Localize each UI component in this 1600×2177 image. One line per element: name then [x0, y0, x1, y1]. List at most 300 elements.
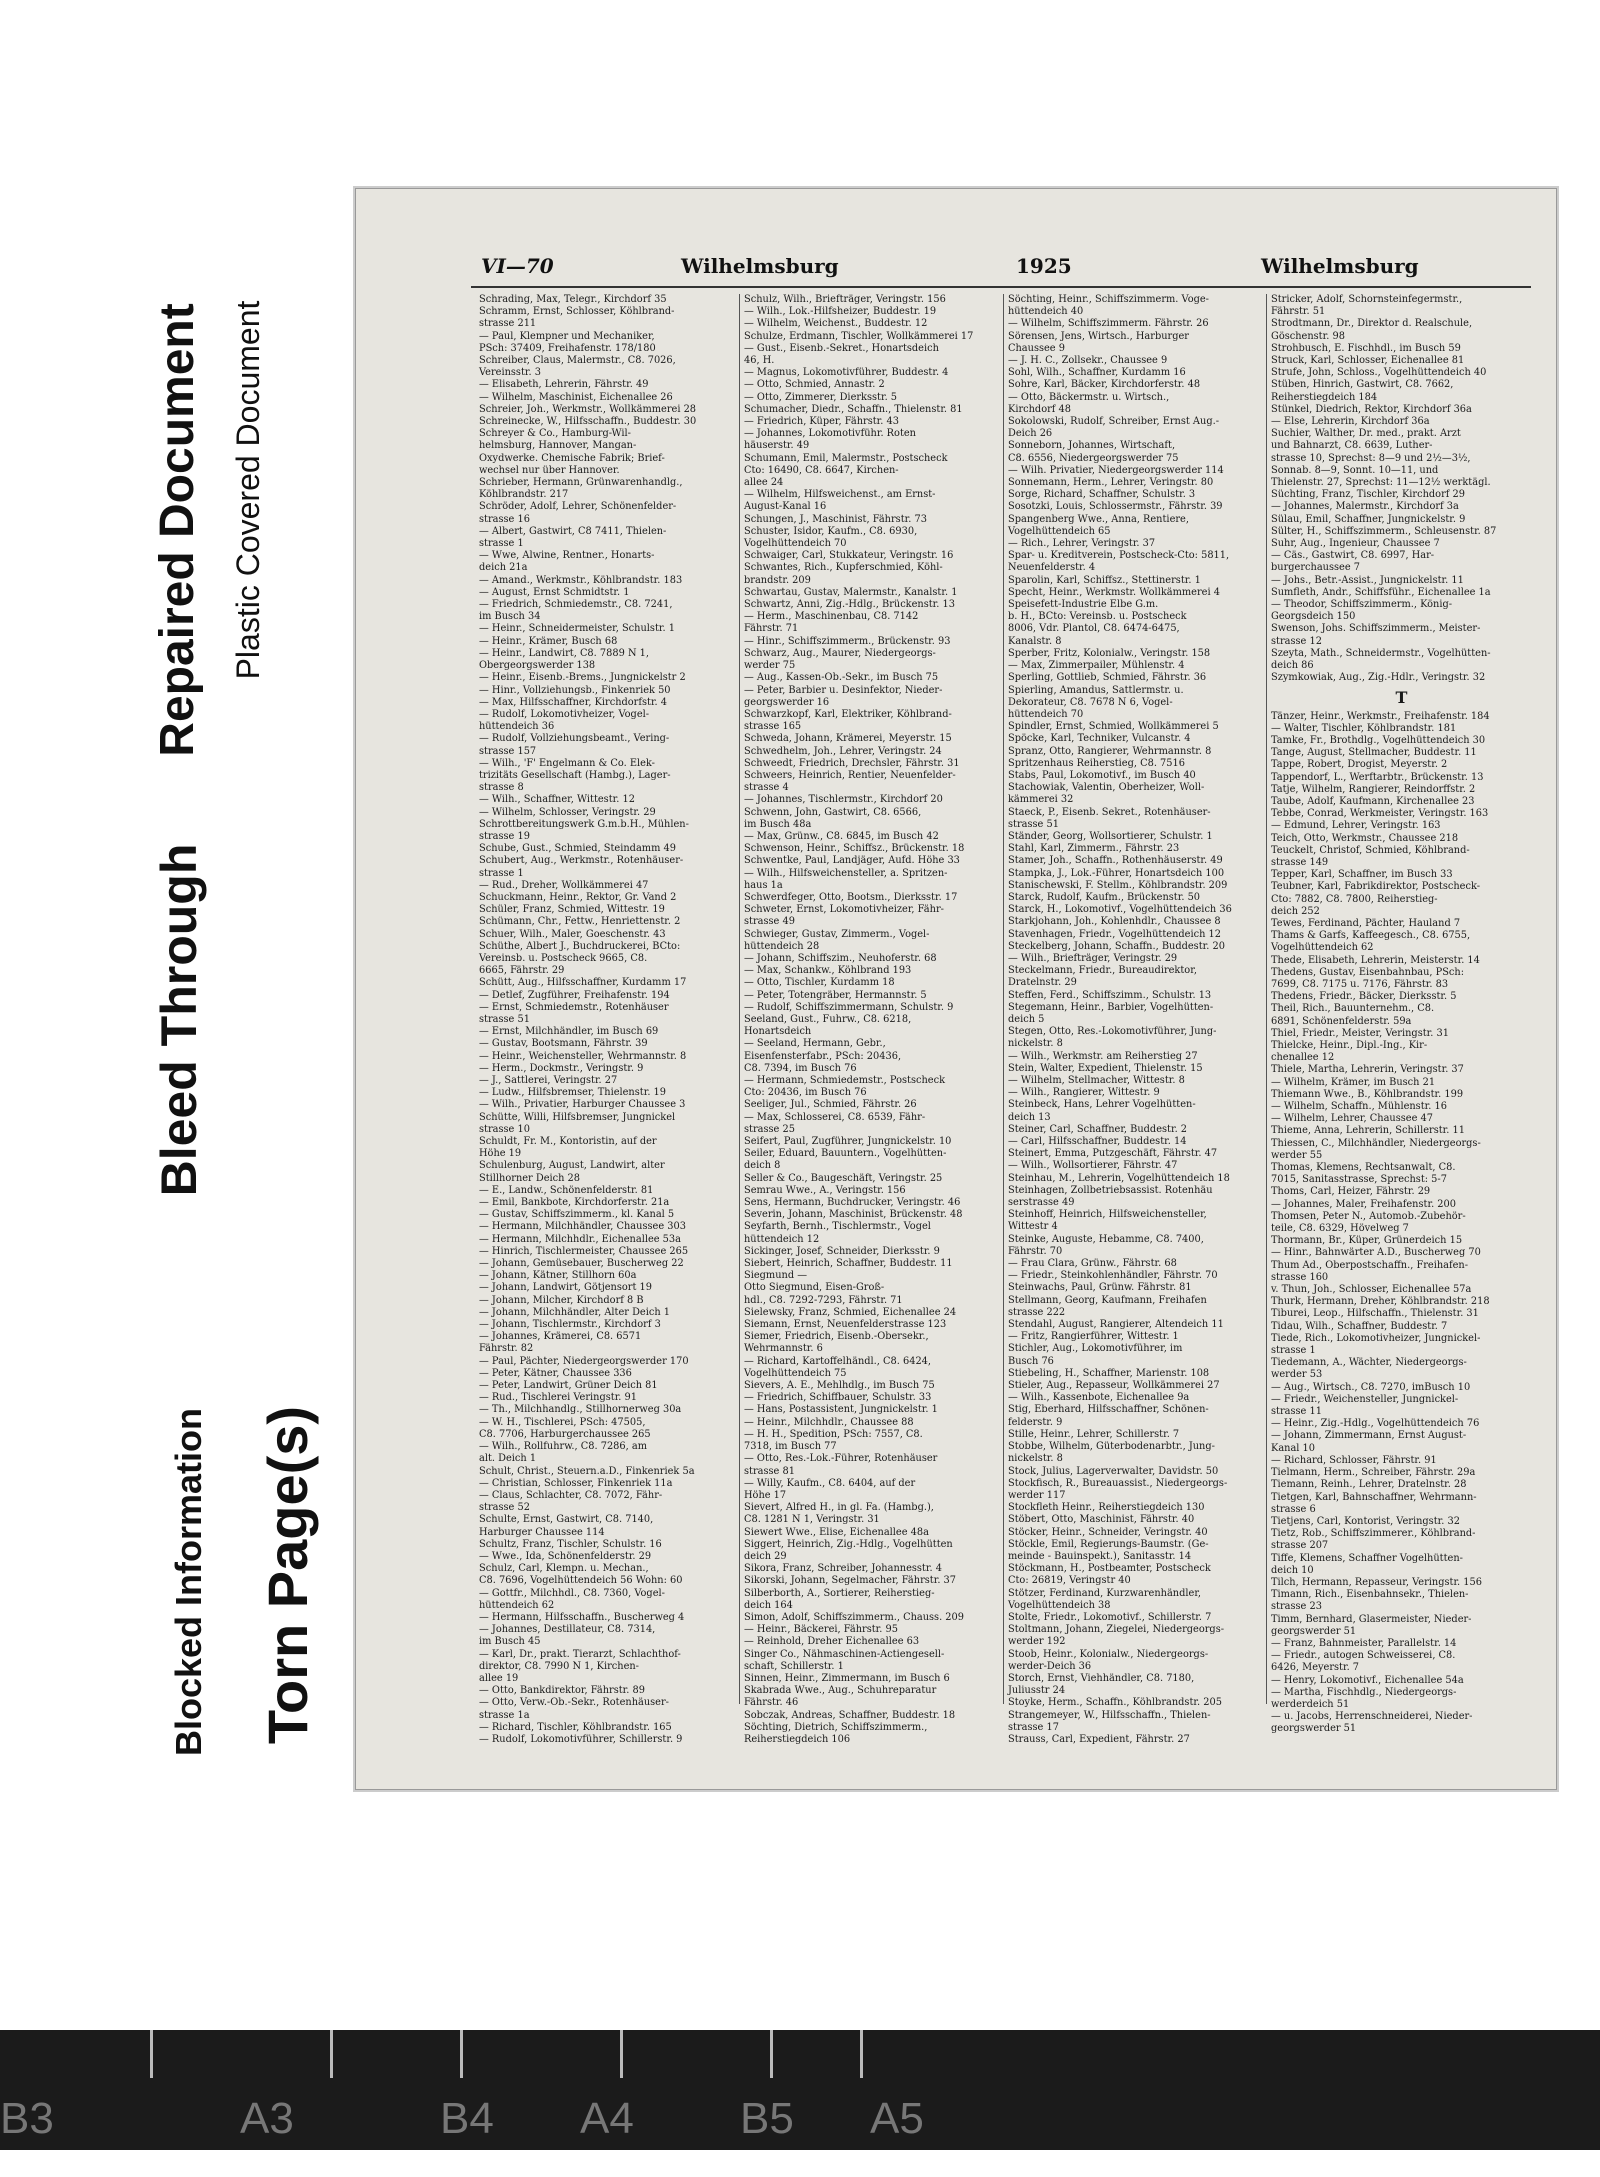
directory-entry: — Johannes, Malermstr., Kirchdorf 3a	[1271, 501, 1459, 513]
strip-tick	[330, 2030, 333, 2078]
directory-entry: strasse 49	[744, 916, 795, 928]
directory-entry: — Else, Lehrerin, Kirchdorf 36a	[1271, 416, 1430, 428]
directory-entry: Stieler, Aug., Repasseur, Wollkämmerei 27	[1008, 1380, 1220, 1392]
directory-entry: Thormann, Br., Küper, Grünerdeich 15	[1271, 1235, 1463, 1247]
directory-entry: häuserstr. 49	[744, 440, 810, 452]
directory-entry: Höhe 19	[479, 1148, 522, 1160]
directory-entry: — Wilhelm, Stellmacher, Wittestr. 8	[1008, 1075, 1185, 1086]
directory-entry: Starck, Rudolf, Kaufm., Brückenstr. 50	[1008, 891, 1201, 903]
directory-entry: Sonneborn, Johannes, Wirtschaft,	[1008, 440, 1176, 452]
directory-entry: Semrau Wwe., A., Veringstr. 156	[744, 1184, 906, 1196]
directory-entry: strasse 211	[479, 318, 537, 330]
directory-entry: Stockfleth Heinr., Reiherstiegdeich 130	[1008, 1502, 1205, 1514]
directory-entry: — Wilh., Briefträger, Veringstr. 29	[1008, 952, 1178, 964]
directory-entry: — Johann, Schiffszim., Neuhoferstr. 68	[744, 952, 937, 964]
directory-entry: — Gottfr., Milchhdl., C8. 7360, Vogel-	[479, 1587, 665, 1599]
directory-entry: — Karl, Dr., prakt. Tierarzt, Schlachthof-	[479, 1648, 681, 1660]
directory-entry: Stampka, J., Lok.-Führer, Honartsdeich 100	[1008, 867, 1225, 879]
directory-entry: werder 192	[1008, 1636, 1066, 1648]
directory-entry: Kirchdorf 48	[1008, 403, 1071, 415]
directory-entry: — Johann, Gemüsebauer, Buscherweg 22	[479, 1258, 684, 1270]
directory-entry: Thoms, Carl, Heizer, Fährstr. 29	[1271, 1186, 1431, 1198]
directory-entry: 7318, im Busch 77	[744, 1441, 837, 1453]
directory-entry: Deich 26	[1008, 428, 1053, 440]
directory-entry: Sülter, H., Schiffszimmerm., Schleusenstr. 87	[1271, 525, 1497, 537]
directory-entry: Schrieber, Hermann, Grünwarenhandlg.,	[479, 477, 683, 489]
directory-entry: b. H., BCto: Vereinsb. u. Postscheck	[1008, 611, 1187, 623]
directory-entry: hüttendeich 62	[479, 1599, 555, 1611]
directory-entry: — Walter, Tischler, Köhlbrandstr. 181	[1271, 722, 1457, 734]
directory-entry: — Wilhelm, Maschinist, Eichenallee 26	[479, 391, 673, 403]
directory-entry: Schweers, Heinrich, Rentier, Neuenfelder-	[744, 769, 956, 781]
directory-entry: — Heinr., Weichensteller, Wehrmannstr. 8	[479, 1050, 687, 1062]
directory-entry: Schult, Christ., Steuern.a.D., Finkenriek 5a	[479, 1465, 695, 1477]
directory-entry: Sinnen, Heinr., Zimmermann, im Busch 6	[744, 1672, 950, 1684]
directory-entry: Steinhagen, Zollbetriebsassist. Rotenhäu	[1008, 1184, 1213, 1196]
directory-entry: schaft, Schillerstr. 1	[744, 1660, 844, 1672]
directory-entry: hdl., C8. 7292-7293, Fährstr. 71	[744, 1294, 903, 1306]
directory-entry: Schreyer & Co., Hamburg-Wil-	[479, 428, 631, 440]
directory-entry: Schwentke, Paul, Landjäger, Aufd. Höhe 33	[744, 855, 960, 867]
directory-entry: Strufe, John, Schloss., Vogelhüttendeich 40	[1271, 367, 1487, 379]
directory-entry: — Wilh., Wollsortierer, Fährstr. 47	[1008, 1160, 1178, 1172]
directory-entry: Storch, Ernst, Viehhändler, C8. 7180,	[1008, 1672, 1195, 1684]
directory-entry: — Paul, Klempner und Mechaniker,	[479, 330, 655, 342]
directory-entry: — Friedrich, Schmiedemstr., C8. 7241,	[479, 599, 673, 611]
directory-entry: Taube, Adolf, Kaufmann, Kirchenallee 23	[1271, 795, 1475, 807]
directory-entry: — Wilhelm, Hilfsweichenst., am Ernst-	[744, 489, 936, 501]
directory-entry: hüttendeich 12	[744, 1233, 820, 1245]
directory-entry: deich 29	[744, 1550, 787, 1562]
directory-entry: meinde - Bauinspekt.), Sanitasstr. 14	[1008, 1550, 1192, 1562]
directory-entry: Specht, Heinr., Werkmstr. Wollkämmerei 4	[1008, 586, 1220, 598]
directory-entry: Timm, Bernhard, Glasermeister, Nieder-	[1271, 1613, 1472, 1625]
directory-entry: — Th., Milchhandlg., Stillhornerweg 30a	[479, 1404, 682, 1416]
directory-entry: — Magnus, Lokomotivführer, Buddestr. 4	[744, 367, 949, 379]
directory-entry: Stolte, Friedr., Lokomotivf., Schillerstr. 7	[1008, 1611, 1212, 1623]
directory-entry: Fährstr. 46	[744, 1697, 799, 1709]
directory-entry: — Hermann, Schmiedemstr., Postscheck	[744, 1075, 946, 1086]
directory-entry: Juliusstr 24	[1008, 1685, 1066, 1697]
directory-entry: Stricker, Adolf, Schornsteinfegermstr.,	[1271, 294, 1463, 305]
directory-entry: — Paul, Pächter, Niedergeorgswerder 170	[479, 1355, 689, 1367]
directory-entry: Stamer, Joh., Schaffn., Rothenhäuserstr. 49	[1008, 855, 1223, 867]
directory-entry: strasse 25	[744, 1123, 795, 1135]
directory-entry: alt. Deich 1	[479, 1453, 537, 1465]
directory-entry: Tange, August, Stellmacher, Buddestr. 11	[1271, 747, 1477, 759]
directory-entry: im Busch 45	[479, 1636, 541, 1648]
directory-entry: — Hinr., Vollziehungsb., Finkenriek 50	[479, 684, 671, 696]
directory-entry: Schwieger, Gustav, Zimmerm., Vogel-	[744, 928, 930, 940]
directory-entry: — Wilhelm, Krämer, im Busch 21	[1271, 1076, 1436, 1088]
directory-entry: Schultz, Franz, Tischler, Schulstr. 16	[479, 1538, 662, 1550]
directory-entry: 8006, Vdr. Plantol, C8. 6474-6475,	[1008, 623, 1180, 635]
directory-entry: Seeliger, Jul., Schmied, Fährstr. 26	[744, 1099, 917, 1111]
directory-entry: Kanal 10	[1271, 1442, 1316, 1454]
directory-entry: Cto: 26819, Veringstr 40	[1008, 1575, 1131, 1587]
directory-entry: Tiemann, Reinh., Lehrer, Dratelnstr. 28	[1271, 1479, 1467, 1491]
directory-entry: Strodtmann, Dr., Direktor d. Realschule,	[1271, 318, 1473, 330]
directory-entry: Stegemann, Heinr., Barbier, Vogelhütten-	[1008, 1001, 1214, 1013]
directory-entry: — Wilh., Hilfsweichensteller, a. Spritzen-	[744, 867, 948, 879]
directory-entry: Vogelhüttendeich 70	[744, 538, 847, 550]
directory-entry: Stegen, Otto, Res.-Lokomotivführer, Jung-	[1008, 1026, 1217, 1038]
directory-entry: Fährstr. 82	[479, 1343, 534, 1355]
directory-entry: Sparolin, Karl, Schiffsz., Stettinerstr. 1	[1008, 574, 1201, 586]
directory-entry: Schwarzkopf, Karl, Elektriker, Köhlbrand-	[744, 708, 952, 720]
directory-entry: — Gustav, Schiffszimmerm., kl. Kanal 5	[479, 1209, 675, 1221]
directory-entry: — Heinr., Eisenb.-Brems., Jungnickelstr 2	[479, 672, 686, 684]
directory-entry: Tietz, Rob., Schiffszimmerer., Köhlbrand-	[1271, 1528, 1476, 1540]
directory-entry: Swenson, Johs. Schiffszimmerm., Meister-	[1271, 623, 1481, 635]
directory-entry: Thurk, Hermann, Dreher, Köhlbrandstr. 218	[1271, 1296, 1490, 1308]
directory-entry: Schütt, Aug., Hilfsschaffner, Kurdamm 17	[479, 977, 687, 989]
directory-entry: — Friedrich, Schiffbauer, Schulstr. 33	[744, 1392, 932, 1404]
directory-entry: Severin, Johann, Maschinist, Brückenstr. 48	[744, 1209, 963, 1221]
directory-entry: — Johannes, Lokomotivführ. Roten	[744, 428, 916, 440]
directory-entry: Thum Ad., Oberpostschaffn., Freihafen-	[1271, 1259, 1469, 1271]
header-year: 1925	[1016, 254, 1072, 278]
directory-entry: — J., Sattlerei, Veringstr. 27	[479, 1075, 618, 1086]
directory-entry: — Detlef, Zugführer, Freihafenstr. 194	[479, 989, 670, 1001]
directory-entry: — Hermann, Hilfsschaffn., Buscherweg 4	[479, 1611, 685, 1623]
directory-entry: strasse 1	[479, 538, 524, 550]
directory-entry: strasse 51	[479, 1013, 530, 1025]
directory-entry: — Friedr., Weichensteller, Jungnickel-	[1271, 1393, 1459, 1405]
directory-entry: Eisenfensterfabr., PSch: 20436,	[744, 1050, 902, 1062]
directory-entry: Szymkowiak, Aug., Zig.-Hdlr., Veringstr. 32	[1271, 672, 1486, 684]
directory-entry: — Friedr., Steinkohlenhändler, Fährstr. 70	[1008, 1270, 1218, 1282]
directory-entry: Stöcker, Heinr., Schneider, Veringstr. 40	[1008, 1526, 1208, 1538]
directory-entry: Stock, Julius, Lagerverwalter, Davidstr. 50	[1008, 1465, 1219, 1477]
directory-entry: teile, C8. 6329, Hövelweg 7	[1271, 1223, 1409, 1235]
directory-entry: Dratelnstr. 29	[1008, 977, 1077, 989]
page-number: VI—70	[481, 254, 554, 278]
directory-entry: Schwartz, Anni, Zig.-Hdlg., Brückenstr. 13	[744, 599, 955, 611]
directory-entry: 6426, Meyerstr. 7	[1271, 1662, 1360, 1674]
directory-entry: strasse 10	[479, 1123, 530, 1135]
directory-entry: Siggert, Heinrich, Zig.-Hdlg., Vogelhütten	[744, 1538, 953, 1550]
directory-entry: Tänzer, Heinr., Werkmstr., Freihafenstr. 184	[1271, 710, 1490, 722]
directory-entry: Stüben, Hinrich, Gastwirt, C8. 7662,	[1271, 379, 1454, 391]
directory-entry: — Max, Schlosserei, C8. 6539, Fähr-	[744, 1111, 926, 1123]
directory-entry: Stoltmann, Johann, Ziegelei, Niedergeorgs-	[1008, 1624, 1225, 1636]
directory-entry: Speisefett-Industrie Elbe G.m.	[1008, 599, 1159, 611]
directory-entry: — Hermann, Milchhdlr., Eichenallee 53a	[479, 1233, 681, 1245]
directory-entry: — Johannes, Krämerei, C8. 6571	[479, 1331, 642, 1343]
directory-entry: — Cäs., Gastwirt, C8. 6997, Har-	[1271, 550, 1435, 562]
directory-entry: — Carl, Hilfsschaffner, Buddestr. 14	[1008, 1136, 1187, 1148]
directory-entry: Struck, Karl, Schlosser, Eichenallee 81	[1271, 355, 1465, 367]
directory-entry: — Theodor, Schiffszimmerm., König-	[1271, 599, 1453, 611]
directory-entry: — Wwe, Alwine, Rentner., Honarts-	[479, 550, 655, 562]
directory-entry: 46, H.	[744, 355, 775, 367]
directory-entry: Strohbusch, E. Fischhdl., im Busch 59	[1271, 342, 1461, 354]
directory-entry: Thams & Garfs, Kaffeegesch., C8. 6755,	[1271, 930, 1471, 942]
directory-entry: — W. H., Tischlerei, PSch: 47505,	[479, 1416, 646, 1428]
directory-entry: — Friedr., autogen Schweisserei, C8.	[1271, 1650, 1456, 1662]
directory-entry: Starkjohann, Joh., Kohlenhdlr., Chaussee 8	[1008, 916, 1221, 928]
directory-entry: Neuenfelderstr. 4	[1008, 562, 1096, 574]
directory-entry: Schwarz, Aug., Maurer, Niedergeorgs-	[744, 647, 936, 659]
directory-entry: Tappendorf, L., Werftarbtr., Brückenstr. 13	[1271, 771, 1484, 783]
directory-entry: — Otto, Schmied, Annastr. 2	[744, 379, 885, 391]
directory-entry: — Friedrich, Küper, Fährstr. 43	[744, 416, 899, 428]
directory-column-4	[1271, 294, 1526, 1735]
directory-entry: strasse 19	[479, 830, 530, 842]
directory-entry: hüttendeich 40	[1008, 306, 1084, 318]
directory-entry: Reiherstiegdeich 106	[744, 1733, 851, 1745]
directory-entry: Siemann, Ernst, Neuenfelderstrasse 123	[744, 1319, 947, 1331]
directory-entry: haus 1a	[744, 879, 783, 891]
directory-entry: — Heinr., Schneidermeister, Schulstr. 1	[479, 623, 675, 635]
directory-entry: trizitäts Gesellschaft (Hambg.), Lager-	[479, 769, 671, 781]
directory-entry: strasse 10, Sprechst: 8—9 und 2½—3½,	[1271, 452, 1471, 464]
directory-entry: Steinke, Auguste, Hebamme, C8. 7400,	[1008, 1233, 1204, 1245]
directory-entry: C8. 7706, Harburgerchaussee 265	[479, 1428, 651, 1440]
directory-entry: Vereinsstr. 3	[479, 367, 541, 379]
directory-entry: — Otto, Bäckermstr. u. Wirtsch.,	[1008, 391, 1170, 403]
strip-code: B3	[0, 2094, 54, 2143]
directory-entry: Tiburei, Leop., Hilfschaffn., Thielenstr. 31	[1271, 1308, 1479, 1320]
directory-entry: — Heinr., Landwirt, C8. 7889 N 1,	[479, 647, 649, 659]
directory-entry: Oxydwerke. Chemische Fabrik; Brief-	[479, 452, 665, 464]
directory-entry: Wittestr 4	[1008, 1221, 1058, 1233]
directory-entry: — Frau Clara, Grünw., Fährstr. 68	[1008, 1258, 1177, 1270]
directory-entry: Thieme, Anna, Lehrerin, Schillerstr. 11	[1271, 1125, 1465, 1137]
directory-entry: Tatje, Wilhelm, Rangierer, Reindorffstr. 2	[1271, 783, 1476, 795]
directory-entry: Tamke, Fr., Brothdlg., Vogelhüttendeich 30	[1271, 734, 1486, 746]
directory-entry: brandstr. 209	[744, 574, 811, 586]
directory-entry: Thomas, Klemens, Rechtsanwalt, C8.	[1271, 1162, 1456, 1174]
directory-entry: direktor, C8. 7990 N 1, Kirchen-	[479, 1660, 639, 1672]
directory-entry: — J. H. C., Zollsekr., Chaussee 9	[1008, 355, 1168, 367]
directory-entry: Stünkel, Diedrich, Rektor, Kirchdorf 36a	[1271, 403, 1472, 415]
directory-entry: Sohl, Wilh., Schaffner, Kurdamm 16	[1008, 367, 1186, 379]
directory-entry: — Elisabeth, Lehrerin, Fährstr. 49	[479, 379, 649, 391]
directory-entry: Schungen, J., Maschinist, Fährstr. 73	[744, 513, 927, 525]
directory-entry: 6891, Schönenfelderstr. 59a	[1271, 1015, 1412, 1027]
directory-entry: im Busch 34	[479, 611, 541, 623]
directory-entry: — H. H., Spedition, PSch: 7557, C8.	[744, 1428, 923, 1440]
directory-entry: — Wilh., Schaffner, Wittestr. 12	[479, 794, 635, 806]
directory-entry: Sikora, Franz, Schreiber, Johannesstr. 4	[744, 1563, 942, 1575]
directory-entry: Sosotzki, Louis, Schlossermstr., Fährstr. 39	[1008, 501, 1223, 513]
directory-entry: Tilch, Hermann, Repasseur, Veringstr. 156	[1271, 1576, 1482, 1588]
directory-entry: — Hinrich, Tischlermeister, Chaussee 265	[479, 1245, 689, 1257]
directory-entry: Höhe 17	[744, 1489, 787, 1501]
directory-entry: deich 10	[1271, 1564, 1314, 1576]
directory-entry: Sikorski, Johann, Segelmacher, Fährstr. 37	[744, 1575, 957, 1587]
directory-entry: hüttendeich 70	[1008, 708, 1084, 720]
directory-entry: Spangenberg Wwe., Anna, Rentiere,	[1008, 513, 1189, 525]
directory-entry: werder 117	[1008, 1489, 1066, 1501]
directory-entry: Schulz, Wilh., Briefträger, Veringstr. 156	[744, 294, 946, 305]
directory-entry: Schumacher, Diedr., Schaffn., Thielenstr. 81	[744, 403, 963, 415]
directory-entry: — Max, Schankw., Köhlbrand 193	[744, 965, 912, 977]
directory-entry: — E., Landw., Schönenfelderstr. 81	[479, 1184, 654, 1196]
directory-entry: werder 55	[1271, 1149, 1323, 1161]
directory-entry: Chaussee 9	[1008, 342, 1065, 354]
directory-entry: Stobbe, Wilhelm, Güterbodenarbtr., Jung-	[1008, 1441, 1215, 1453]
directory-entry: Teuckelt, Christof, Schmied, Köhlbrand-	[1271, 844, 1470, 856]
directory-entry: Steinbeck, Hans, Lehrer Vogelhütten-	[1008, 1099, 1196, 1111]
directory-entry: Siebert, Heinrich, Schaffner, Buddestr. 11	[744, 1258, 953, 1270]
directory-entry: — Johannes, Tischlermstr., Kirchdorf 20	[744, 794, 943, 806]
directory-entry: Stiebeling, H., Schaffner, Marienstr. 108	[1008, 1367, 1210, 1379]
directory-entry: Stoyke, Herm., Schaffn., Köhlbrandstr. 205	[1008, 1697, 1222, 1709]
directory-entry: — Max, Zimmerpailer, Mühlenstr. 4	[1008, 660, 1185, 672]
directory-entry: Vogelhüttendeich 75	[744, 1367, 847, 1379]
strip-code: A5	[870, 2094, 924, 2143]
directory-entry: Stillhorner Deich 28	[479, 1172, 581, 1184]
directory-entry: Strangemeyer, W., Hilfsschaffn., Thielen-	[1008, 1709, 1211, 1721]
directory-entry: — Otto, Res.-Lok.-Führer, Rotenhäuser	[744, 1453, 938, 1465]
directory-entry: felderstr. 9	[1008, 1416, 1063, 1428]
directory-entry: Sumfleth, Andr., Schiffsführ., Eichenallee 1a	[1271, 586, 1491, 598]
directory-entry: Teich, Otto, Werkmstr., Chaussee 218	[1271, 832, 1459, 844]
directory-entry: Reiherstiegdeich 184	[1271, 391, 1378, 403]
directory-entry: strasse 23	[1271, 1601, 1322, 1613]
directory-entry: — Aug., Kassen-Ob.-Sekr., im Busch 75	[744, 672, 939, 684]
directory-entry: Stendahl, August, Rangierer, Altendeich 11	[1008, 1319, 1224, 1331]
directory-entry: Dekorateur, C8. 7678 N 6, Vogel-	[1008, 696, 1173, 708]
directory-entry: Sickinger, Josef, Schneider, Dierksstr. 9	[744, 1245, 940, 1257]
directory-column-3	[1008, 294, 1263, 1745]
directory-entry: Steckelberg, Johann, Schaffn., Buddestr. 20	[1008, 940, 1225, 952]
directory-entry: Suhr, Aug., Ingenieur, Chaussee 7	[1271, 538, 1440, 550]
directory-entry: — Otto, Bankdirektor, Fährstr. 89	[479, 1685, 645, 1697]
directory-entry: Stein, Walter, Expedient, Thielenstr. 15	[1008, 1062, 1203, 1074]
directory-entry: Schwaiger, Carl, Stukkateur, Veringstr. 16	[744, 550, 954, 562]
directory-entry: — Hermann, Milchhändler, Chaussee 303	[479, 1221, 686, 1233]
directory-entry: Steiner, Carl, Schaffner, Buddestr. 2	[1008, 1123, 1188, 1135]
directory-entry: Tielmann, Herm., Schreiber, Fährstr. 29a	[1271, 1467, 1476, 1479]
directory-entry: Schulze, Erdmann, Tischler, Wollkämmerei 17	[744, 330, 974, 342]
directory-column-1	[479, 294, 734, 1745]
directory-entry: Stanischewski, F. Stellm., Köhlbrandstr. 209	[1008, 879, 1228, 891]
strip-code: B4	[440, 2094, 494, 2143]
directory-entry: — Otto, Zimmerer, Dierksstr. 5	[744, 391, 898, 403]
directory-entry: im Busch 48a	[744, 818, 812, 830]
directory-entry: — Wilh., 'F' Engelmann & Co. Elek-	[479, 757, 655, 769]
directory-entry: — Peter, Barbier u. Desinfektor, Nieder-	[744, 684, 943, 696]
strip-tick	[860, 2030, 863, 2078]
directory-entry: Stoob, Heinr., Kolonialw., Niedergeorgs-	[1008, 1648, 1209, 1660]
directory-entry: Tebbe, Conrad, Werkmeister, Veringstr. 163	[1271, 808, 1489, 820]
directory-entry: Stellmann, Georg, Kaufmann, Freihafen	[1008, 1294, 1207, 1306]
directory-entry: Georgsdeich 150	[1271, 611, 1356, 623]
page-content	[471, 244, 1531, 1744]
directory-entry: Staeck, P., Eisenb. Sekret., Rotenhäuser-	[1008, 806, 1211, 818]
directory-entry: strasse 222	[1008, 1306, 1066, 1318]
directory-entry: Tiedemann, A., Wächter, Niedergeorgs-	[1271, 1357, 1467, 1369]
directory-entry: Sielewsky, Franz, Schmied, Eichenallee 24	[744, 1306, 957, 1318]
directory-entry: Schwerdfeger, Otto, Bootsm., Dierksstr. 17	[744, 891, 958, 903]
directory-entry: Thomsen, Peter N., Automob.-Zubehör-	[1271, 1210, 1466, 1222]
directory-entry: Cto: 7882, C8. 7800, Reiherstieg-	[1271, 893, 1438, 905]
directory-entry: Sobczak, Andreas, Schaffner, Buddestr. 18	[744, 1709, 956, 1721]
directory-entry: Spierling, Amandus, Sattlermstr. u.	[1008, 684, 1184, 696]
directory-entry: — Heinr., Bäckerei, Fährstr. 95	[744, 1624, 898, 1636]
directory-entry: Thielcke, Heinr., Dipl.-Ing., Kir-	[1271, 1039, 1428, 1051]
directory-entry: Stabs, Paul, Lokomotivf., im Busch 40	[1008, 769, 1196, 781]
directory-entry: Sülau, Emil, Schaffner, Jungnickelstr. 9	[1271, 513, 1466, 525]
directory-entry: — Claus, Schlachter, C8. 7072, Fähr-	[479, 1489, 663, 1501]
directory-entry: Tewes, Ferdinand, Pächter, Hauland 7	[1271, 917, 1461, 929]
directory-entry: Thielenstr. 27, Sprechst: 11—12½ werktägl.	[1271, 477, 1491, 489]
directory-entry: strasse 207	[1271, 1540, 1329, 1552]
directory-entry: Tietgen, Karl, Bahnschaffner, Wehrmann-	[1271, 1491, 1477, 1503]
directory-entry: 7699, C8. 7175 u. 7176, Fährstr. 83	[1271, 978, 1449, 990]
directory-entry: werder 75	[744, 660, 796, 672]
directory-entry: — Edmund, Lehrer, Veringstr. 163	[1271, 820, 1441, 832]
directory-entry: — Peter, Landwirt, Grüner Deich 81	[479, 1380, 658, 1392]
directory-entry: — Fritz, Rangierführer, Wittestr. 1	[1008, 1331, 1179, 1343]
directory-entry: Honartsdeich	[744, 1026, 812, 1038]
plastic-covered-notice: Plastic Covered Document	[230, 300, 266, 680]
directory-entry: und Bahnarzt, C8. 6639, Luther-	[1271, 440, 1433, 452]
directory-entry: Schuldt, Fr. M., Kontoristin, auf der	[479, 1136, 657, 1148]
directory-entry: wechsel nur über Hannover.	[479, 464, 620, 476]
directory-entry: — Reinhold, Dreher Eichenallee 63	[744, 1636, 920, 1648]
directory-entry: — Rudolf, Lokomotivführer, Schillerstr. 9	[479, 1733, 683, 1745]
directory-entry: hüttendeich 36	[479, 721, 555, 733]
directory-entry: Silberborth, A., Sortierer, Reiherstieg-	[744, 1587, 935, 1599]
directory-entry: strasse 8	[479, 782, 524, 794]
directory-entry: Steinhoff, Heinrich, Hilfsweichensteller,	[1008, 1209, 1207, 1221]
strip-tick	[460, 2030, 463, 2078]
directory-entry: Tappe, Robert, Drogist, Meyerstr. 2	[1271, 759, 1448, 771]
directory-entry: Tepper, Karl, Schaffner, im Busch 33	[1271, 869, 1453, 881]
directory-entry: Sperling, Gottlieb, Schmied, Fährstr. 36	[1008, 672, 1207, 684]
directory-entry: — Rud., Tischlerei Veringstr. 91	[479, 1392, 637, 1404]
directory-entry: — Richard, Kartoffelhändl., C8. 6424,	[744, 1355, 932, 1367]
directory-entry: — Peter, Totengräber, Hermannstr. 5	[744, 989, 927, 1001]
directory-entry: Seiler, Eduard, Bauuntern., Vogelhütten-	[744, 1148, 947, 1160]
directory-entry: Fährstr. 51	[1271, 306, 1326, 318]
directory-entry: Steinwachs, Paul, Grünw. Fährstr. 81	[1008, 1282, 1192, 1294]
directory-entry: Vogelhüttendeich 65	[1008, 525, 1111, 537]
directory-entry: Vogelhüttendeich 38	[1008, 1599, 1111, 1611]
directory-entry: Stig, Eberhard, Hilfsschaffner, Schönen-	[1008, 1404, 1209, 1416]
directory-entry: — Rudolf, Vollziehungsbeamt., Vering-	[479, 733, 670, 745]
strip-code: B5	[740, 2094, 794, 2143]
section-letter: T	[1395, 687, 1408, 707]
directory-entry: Vereinsb. u. Postscheck 9665, C8.	[479, 952, 648, 964]
directory-entry: hüttendeich 28	[744, 940, 820, 952]
directory-entry: Simon, Adolf, Schiffszimmerm., Chauss. 209	[744, 1611, 965, 1623]
directory-entry: — u. Jacobs, Herrenschneiderei, Nieder-	[1271, 1711, 1473, 1723]
directory-entry: Schramm, Ernst, Schlosser, Köhlbrand-	[479, 306, 675, 318]
directory-entry: Thedens, Friedr., Bäcker, Dierksstr. 5	[1271, 991, 1457, 1003]
strip-tick	[620, 2030, 623, 2078]
directory-entry: werder 53	[1271, 1369, 1323, 1381]
column-divider	[1266, 294, 1267, 1704]
directory-entry: Schumann, Emil, Malermstr., Postscheck	[744, 452, 948, 464]
directory-entry: Schwenn, John, Gastwirt, C8. 6566,	[744, 806, 922, 818]
directory-entry: Schümann, Chr., Fettw., Henriettenstr. 2	[479, 916, 681, 928]
directory-entry: Söchting, Dietrich, Schiffszimmerm.,	[744, 1721, 928, 1733]
directory-entry: — Christian, Schlosser, Finkenriek 11a	[479, 1477, 673, 1489]
directory-entry: — Johann, Milcher, Kirchdorf 8 B	[479, 1294, 644, 1306]
directory-entry: Schube, Gust., Schmied, Steindamm 49	[479, 843, 676, 855]
directory-entry: Schwantes, Rich., Kupferschmied, Köhl-	[744, 562, 943, 574]
directory-entry: — Wilhelm, Schiffszimmerm. Fährstr. 26	[1008, 318, 1209, 330]
blocked-information-notice: Blocked Information	[168, 1407, 209, 1757]
directory-entry: strasse 1	[479, 867, 524, 879]
directory-entry: Siemer, Friedrich, Eisenb.-Obersekr.,	[744, 1331, 929, 1343]
